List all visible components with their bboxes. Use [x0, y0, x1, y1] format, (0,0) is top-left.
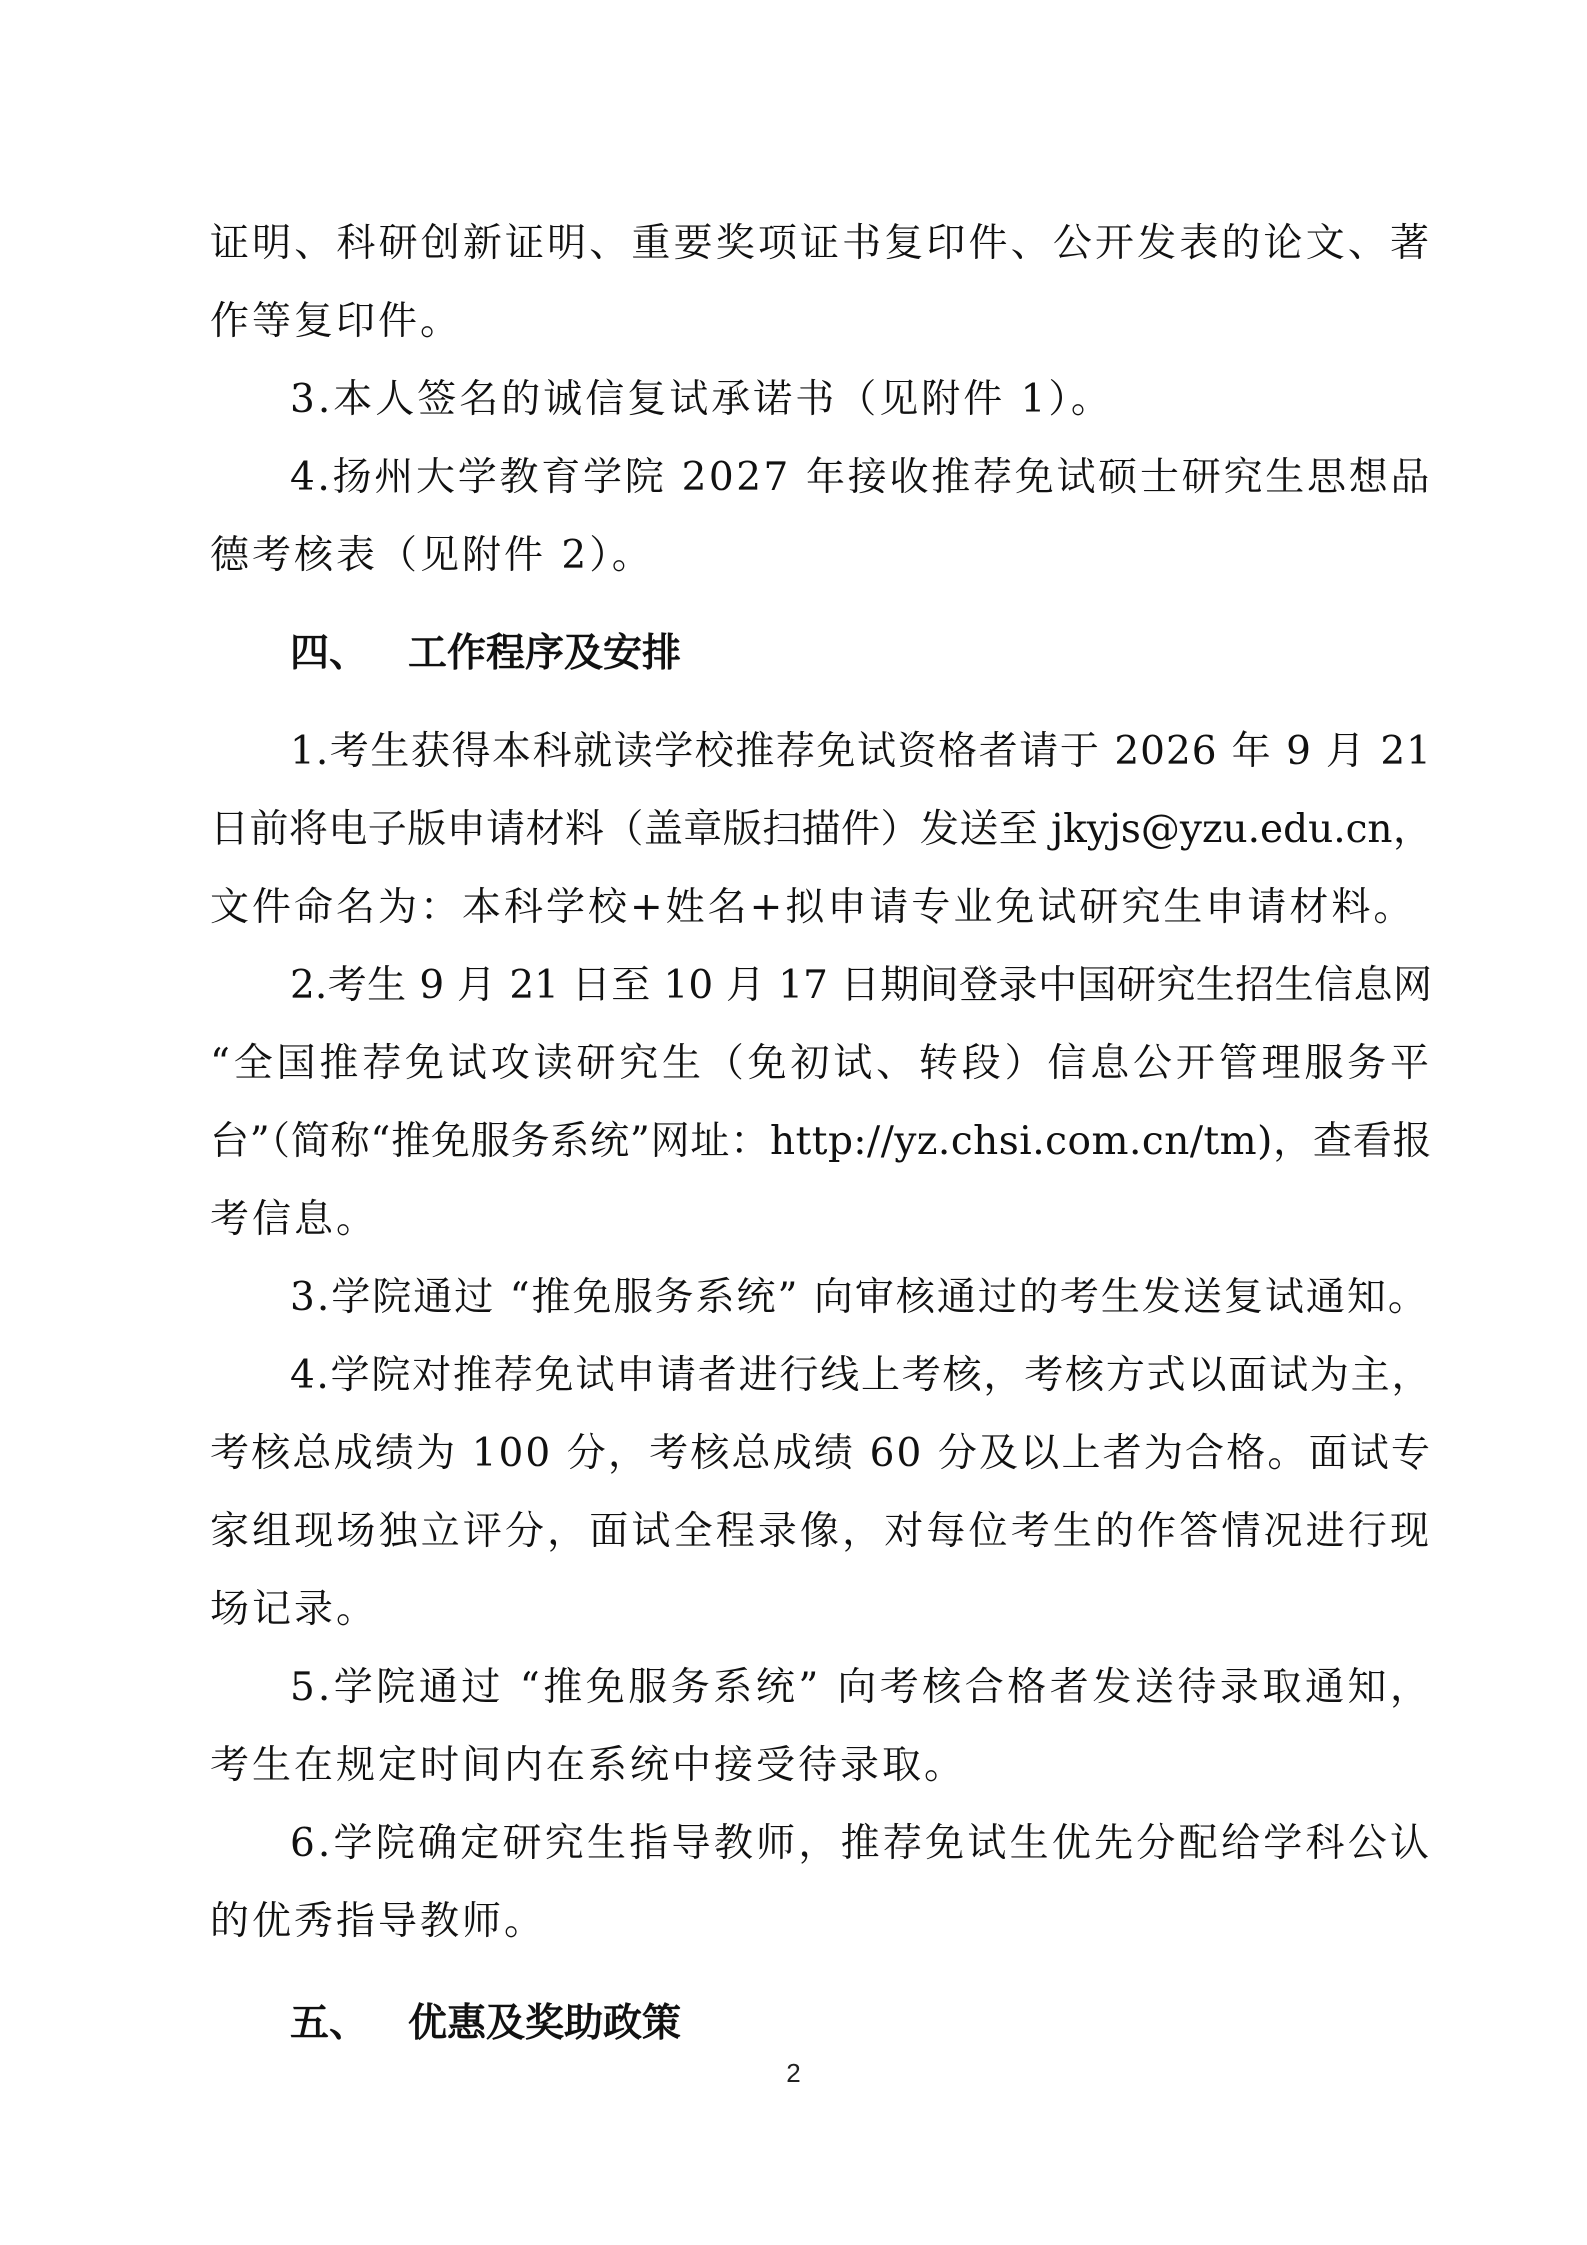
text-line: “全国推荐免试攻读研究生（免初试、转段）信息公开管理服务平: [210, 1041, 1432, 1086]
text-line: 台”（简称“推免服务系统”网址：http://yz.chsi.com.cn/tm)，查看报: [210, 1119, 1432, 1164]
text-line: 家组现场独立评分，面试全程录像，对每位考生的作答情况进行现: [210, 1509, 1432, 1554]
text-line: 作等复印件。: [210, 299, 463, 344]
text-line: 1.考生获得本科就读学校推荐免试资格者请于 2026 年 9 月 21: [290, 729, 1432, 774]
procedure-item-4: [210, 1337, 1432, 1649]
page-number: 2: [786, 2058, 801, 2088]
procedure-item-1: [210, 713, 1432, 947]
text-line: 考生在规定时间内在系统中接受待录取。: [210, 1743, 967, 1788]
section-heading-5: [210, 1985, 1432, 2063]
text-line: 2.考生 9 月 21 日至 10 月 17 日期间登录中国研究生招生信息网: [290, 963, 1432, 1008]
text-line: 考核总成绩为 100 分，考核总成绩 60 分及以上者为合格。面试专: [210, 1431, 1432, 1476]
text-line: 6.学院确定研究生指导教师，推荐免试生优先分配给学科公认: [290, 1821, 1432, 1866]
text-line: 3.学院通过 “推免服务系统” 向审核通过的考生发送复试通知。: [290, 1275, 1429, 1320]
section-number: 五、: [290, 2001, 369, 2046]
text-line: 4.学院对推荐免试申请者进行线上考核，考核方式以面试为主，: [290, 1353, 1432, 1398]
text-line: 文件命名为：本科学校+姓名+拟申请专业免试研究生申请材料。: [210, 885, 1416, 930]
procedure-item-3: [210, 1259, 1432, 1337]
section-number: 四、: [290, 631, 369, 676]
paragraph-item3: [210, 361, 1432, 439]
text-line: 4.扬州大学教育学院 2027 年接收推荐免试硕士研究生思想品: [290, 455, 1432, 500]
document-body: [210, 205, 1432, 2063]
text-line: 的优秀指导教师。: [210, 1899, 547, 1944]
section-title: 工作程序及安排: [408, 631, 682, 676]
procedure-item-5: [210, 1649, 1432, 1805]
section-title: 优惠及奖助政策: [408, 2001, 682, 2046]
text-line: 考信息。: [210, 1197, 379, 1242]
text-line: 3.本人签名的诚信复试承诺书（见附件 1）。: [290, 377, 1113, 422]
paragraph-item4: [210, 439, 1432, 595]
text-line: 德考核表（见附件 2）。: [210, 533, 654, 578]
paragraph-item2-tail: [210, 205, 1432, 361]
procedure-item-6: [210, 1805, 1432, 1961]
text-line: 证明、科研创新证明、重要奖项证书复印件、公开发表的论文、著: [210, 221, 1432, 266]
text-line: 日前将电子版申请材料（盖章版扫描件）发送至 jkyjs@yzu.edu.cn，: [210, 807, 1432, 852]
section-heading-4: [210, 615, 1432, 693]
procedure-item-2: [210, 947, 1432, 1259]
text-line: 5.学院通过 “推免服务系统” 向考核合格者发送待录取通知，: [290, 1665, 1432, 1710]
text-line: 场记录。: [210, 1587, 379, 1632]
